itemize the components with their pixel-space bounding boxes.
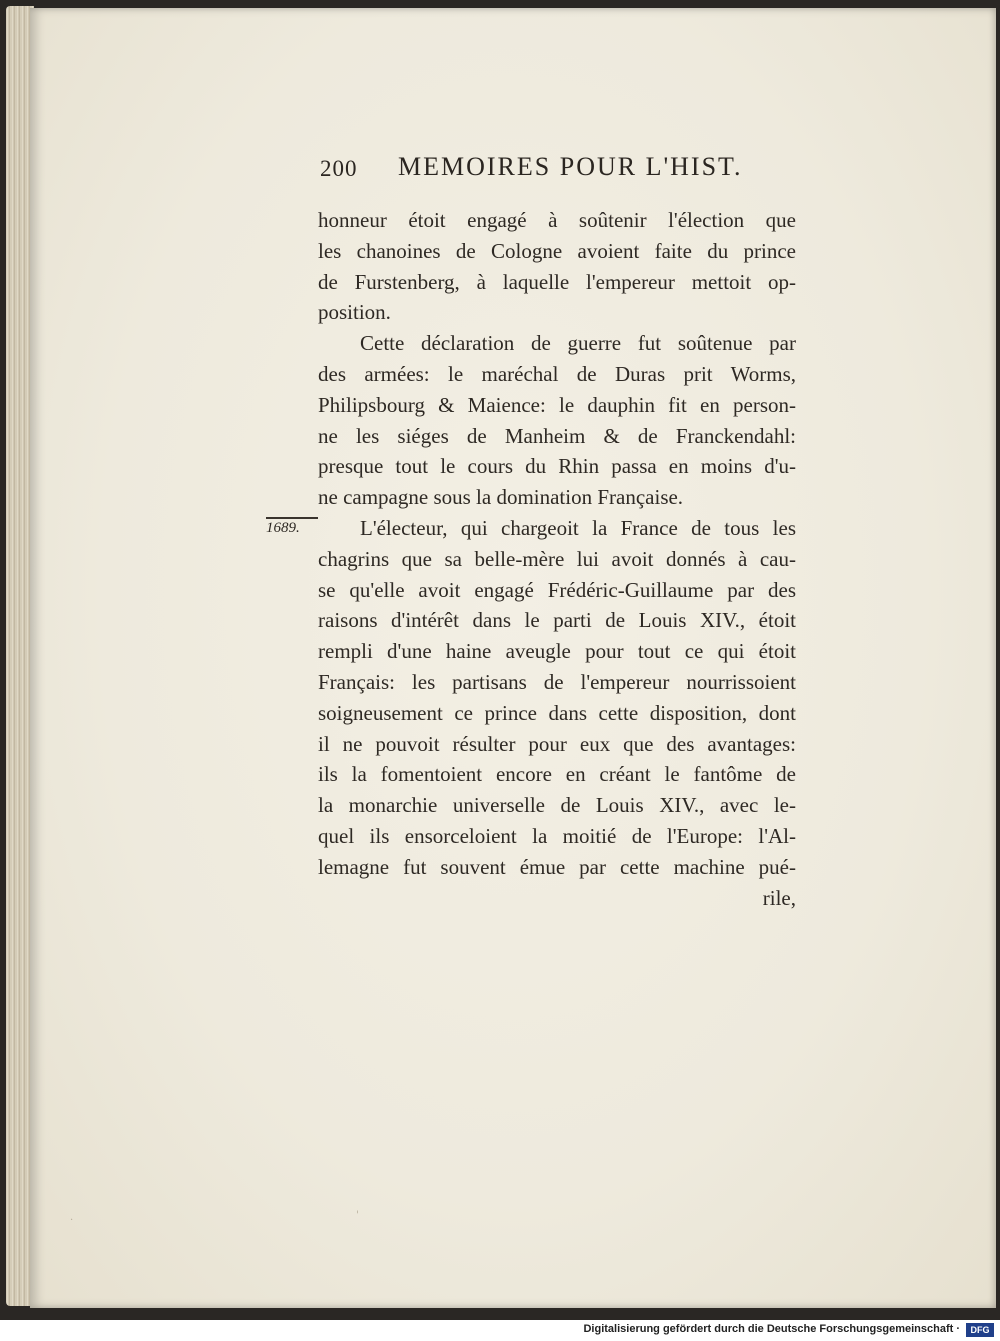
text-line: des armées: le maréchal de Duras prit Worms, (318, 361, 796, 386)
text-line: ils la fomentoient encore en créant le fantôme de (318, 762, 796, 787)
footer-bar (0, 1320, 1000, 1341)
text-line: ne les siéges de Manheim & de Franckendahl: (318, 423, 796, 448)
text-line: Philipsbourg & Maience: le dauphin fit en person- (318, 392, 796, 417)
text-line: lemagne fut souvent émue par cette machine pué- (318, 854, 796, 879)
text-line: quel ils ensorceloient la moitié de l'Europe: l'Al- (318, 823, 796, 848)
text-line: honneur étoit engagé à soûtenir l'élection que (318, 208, 796, 232)
text-line: de Furstenberg, à laquelle l'empereur mettoit op- (318, 269, 796, 294)
text-line: se qu'elle avoit engagé Frédéric-Guillaume par des (318, 577, 796, 602)
text-line: Français: les partisans de l'empereur nourrissoient (318, 669, 796, 694)
text-line: ne campagne sous la domination Française. (318, 485, 684, 510)
margin-rule (266, 517, 318, 519)
text-line: les chanoines de Cologne avoient faite du prince (318, 238, 796, 263)
text-line: position. (318, 300, 391, 325)
text-line: presque tout le cours du Rhin passa en moins d'u- (318, 454, 796, 479)
text-line: chagrins que sa belle-mère lui avoit donnés à cau- (318, 546, 796, 571)
paper-speck: ' (356, 1210, 359, 1221)
text-line: Cette déclaration de guerre fut soûtenue par (360, 331, 796, 356)
running-head-title: MEMOIRES POUR L'HIST. (398, 152, 743, 181)
text-line: soigneusement ce prince dans cette disposition, dont (318, 700, 796, 725)
dfg-logo: DFG (966, 1323, 994, 1337)
text-line: raisons d'intérêt dans le parti de Louis XIV., étoit (318, 608, 796, 633)
body-text (318, 205, 796, 913)
paper-speck: · (70, 1215, 74, 1226)
page-number: 200 (320, 156, 358, 181)
margin-note-year: 1689. (266, 520, 300, 536)
running-head (320, 152, 800, 192)
text-line: L'électeur, qui chargeoit la France de tous les (360, 515, 796, 540)
text-line: rempli d'une haine aveugle pour tout ce qui étoit (318, 639, 796, 664)
text-line: la monarchie universelle de Louis XIV., avec le- (318, 793, 796, 818)
catchword: rile, (762, 885, 796, 910)
text-line: il ne pouvoit résulter pour eux que des avantages: (318, 731, 796, 756)
footer-credit: Digitalisierung gefördert durch die Deutsche Forschungsgemeinschaft · (583, 1323, 960, 1335)
